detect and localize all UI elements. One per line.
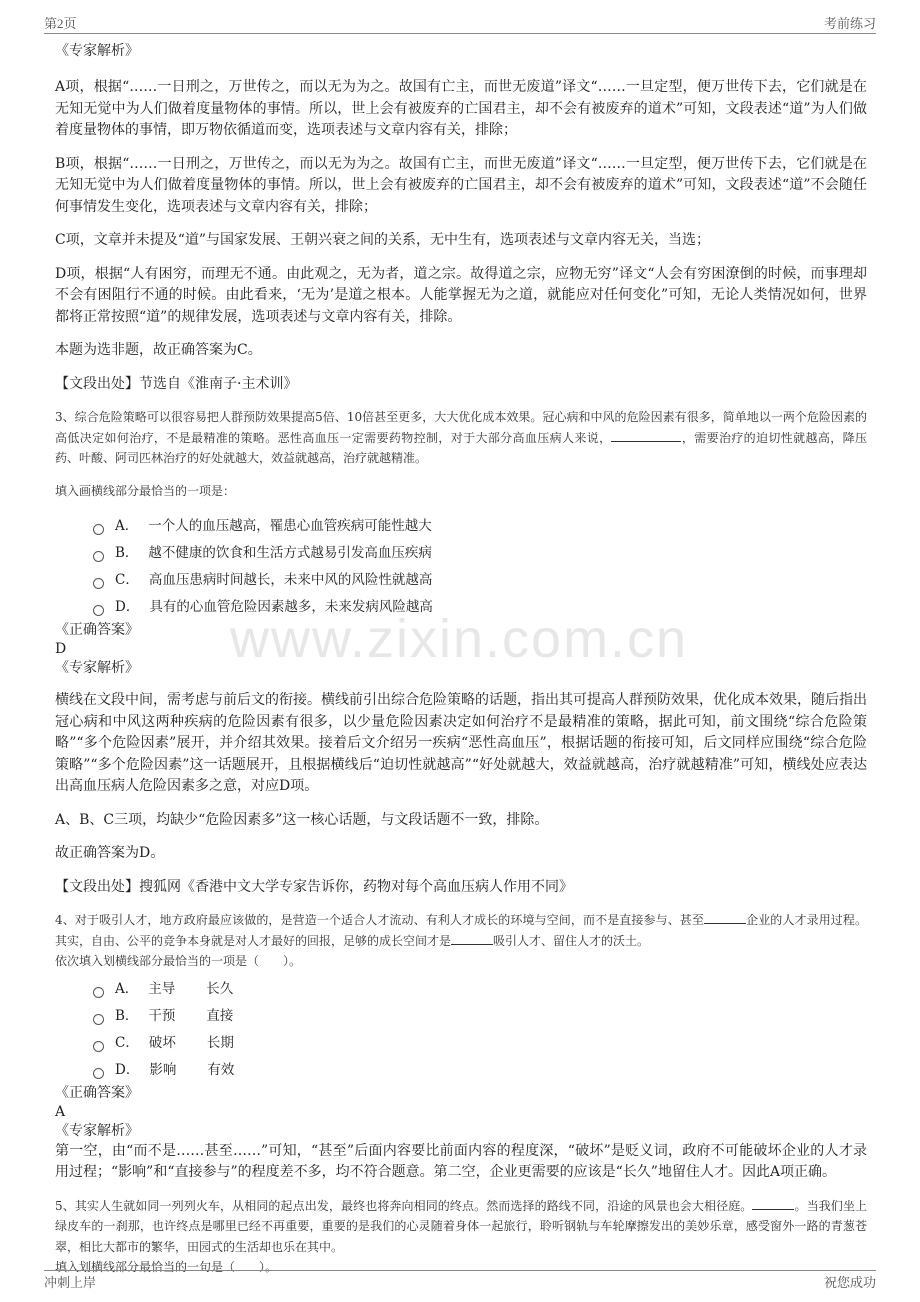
radio-icon[interactable]	[93, 524, 104, 535]
footer-left: 冲刺上岸	[44, 1275, 97, 1290]
radio-icon[interactable]	[93, 578, 104, 589]
source-citation: 【文段出处】节选自《淮南子·主术训》	[55, 375, 298, 392]
analysis-option-d: D项，根据“人有困穷，而理无不通。由此观之，无为者，道之宗。故得道之宗，应物无穷”译文“人会有穷困潦倒的时候，而事理却不会有困阻行不通的时候。由此看来，‘无为’是道之根本。人能掌握无为之道，就能应对任何变化”可知，无论人类情况如何，世界都将正常按照“道”的规律发展，选项表述与文章内容有关，排除。	[55, 265, 867, 325]
question-4-analysis: 第一空，由“而不是……甚至……”可知，“甚至”后面内容要比前面内容的程度深，“破坏”是贬义词，政府不可能破坏企业的人才录用过程；“影响”和“直接参与”的程度差不多，均不符合题意。第二空，企业更需要的应该是“长久”地留住人才。因此A项正确。	[55, 1142, 867, 1180]
question-4-stem: 4、对于吸引人才，地方政府最应该做的，是营造一个适合人才流动、有利人才成长的环境与空间，而不是直接参与、甚至 企业的人才录用过程。其实，自由、公平的竞争本身就是对人才最好的回报，足够的成长空间才是 吸引人才、留住人才的沃土。	[55, 913, 867, 948]
analysis-option-a: A项，根据“……一日刑之，万世传之，而以无为为之。故国有亡主，而世无废道”译文“……一旦定型，便万世传下去，它们就是在无知无觉中为人们做着度量物体的事情。所以，世上会有被废弃的亡国君主，却不会有被废弃的道术”可知，文段表述“道”为人们做着度量物体的事情，即万物依循道而变，选项表述与文章内容有关，排除；	[55, 79, 867, 138]
expert-analysis-label: 《专家解析》	[55, 43, 139, 59]
radio-icon[interactable]	[93, 1068, 104, 1079]
source-citation: 【文段出处】搜狐网《香港中文大学专家告诉你，药物对每个高血压病人作用不同》	[55, 878, 573, 895]
analysis-option-b: B项，根据“……一日刑之，万世传之，而以无为为之。故国有亡主，而世无废道”译文“……一旦定型，便万世传下去，它们就是在无知无觉中为人们做着度量物体的事情。所以，世上会有被废弃的亡国君主，却不会有被废弃的道术”可知，文段表述“道”不会随任何事情发生变化，选项表述与文章内容有关，排除；	[55, 155, 867, 215]
option-b[interactable]: B． 越不健康的饮食和生活方式越易引发高血压疾病	[93, 540, 867, 567]
question-3-options	[93, 513, 867, 621]
answer-blank	[451, 934, 493, 945]
question-3-prompt: 填入画横线部分最恰当的一项是：	[55, 483, 236, 498]
option-c[interactable]: C． 破坏 长期	[93, 1030, 867, 1057]
answer-blank	[611, 429, 681, 442]
option-b[interactable]: B． 干预 直接	[93, 1003, 867, 1030]
option-a[interactable]: A． 主导 长久	[93, 976, 867, 1003]
analysis-option-c: C项，文章并未提及“道”与国家发展、王朝兴衰之间的关系，无中生有，选项表述与文章内容无关，当选；	[55, 232, 711, 248]
question-5-prompt: 填入划横线部分最恰当的一句是（ ）。	[55, 1260, 278, 1274]
radio-icon[interactable]	[93, 551, 104, 562]
option-c[interactable]: C． 高血压患病时间越长，未来中风的风险性就越高	[93, 567, 867, 594]
document-body	[55, 42, 867, 1278]
question-3-stem: 3、综合危险策略可以很容易把人群预防效果提高5倍、10倍甚至更多，大大优化成本效果。冠心病和中风的危险因素有很多，简单地以一两个危险因素的高低决定如何治疗，不是最精准的策略。恶性高血压一定需要药物控制，对于大部分高血压病人来说， ，需要治疗的迫切性就越高，降压药、叶酸、阿司匹林治疗的好处就越大，效益就越高，治疗就越精准。	[55, 410, 867, 465]
radio-icon[interactable]	[93, 987, 104, 998]
option-d[interactable]: D． 具有的心血管危险因素越多，未来发病风险越高	[93, 594, 867, 621]
question-5-stem: 5、其实人生就如同一列列火车，从相同的起点出发，最终也将奔向相同的终点。然而选择的路线不同，沿途的风景也会大相径庭。 。当我们坐上绿皮车的一刹那，也许终点是哪里已经不再重要，重要的是我们的心灵随着身体一起旅行，聆听钢轨与车轮摩擦发出的美妙乐章，感受窗外一路的青葱苍翠，相比大都市的繁华，田园式的生活却也乐在其中。	[55, 1198, 867, 1254]
expert-analysis-label: 《专家解析》	[55, 1122, 139, 1139]
header-title: 考前练习	[823, 16, 876, 31]
footer-right: 祝您成功	[823, 1275, 876, 1290]
watermark: www.zixin.com.cn	[230, 609, 689, 669]
question-4-prompt: 依次填入划横线部分最恰当的一项是（ ）。	[55, 954, 302, 968]
radio-icon[interactable]	[93, 605, 104, 616]
expert-analysis-label: 《专家解析》	[55, 660, 139, 676]
question-3-abc-analysis: A、B、C三项，均缺少“危险因素多”这一核心话题，与文段话题不一致，排除。	[55, 811, 549, 828]
header-page-number: 第2页	[44, 16, 77, 31]
question-3-analysis: 横线在文段中间，需考虑与前后文的衔接。横线前引出综合危险策略的话题，指出其可提高人群预防效果，优化成本效果，随后指出冠心病和中风这两种疾病的危险因素有很多，以少量危险因素决定如何治疗不是最精准的策略，据此可知，前文围绕“综合危险策略”“多个危险因素”展开，并介绍其效果。接着后文介绍另一疾病“恶性高血压”，根据话题的衔接可知，后文同样应围绕“综合危险策略”“多个危险因素”这一话题展开，且根据横线后“迫切性就越高”“好处就越大，效益就越高，治疗就越精准”可知，横线处应表达出高血压病人危险因素多之意，对应D项。	[55, 692, 867, 794]
radio-icon[interactable]	[93, 1041, 104, 1052]
answer-conclusion: 本题为选非题，故正确答案为C。	[55, 342, 262, 358]
option-d[interactable]: D． 影响 有效	[93, 1057, 867, 1084]
correct-answer-label: 《正确答案》	[55, 1084, 139, 1101]
answer-conclusion: 故正确答案为D。	[55, 845, 165, 861]
correct-answer-label: 《正确答案》	[55, 622, 139, 638]
correct-answer: D	[55, 641, 67, 657]
radio-icon[interactable]	[93, 1014, 104, 1025]
footer-divider	[44, 1270, 876, 1271]
answer-blank	[704, 913, 746, 924]
option-a[interactable]: A． 一个人的血压越高，罹患心血管疾病可能性越大	[93, 513, 867, 540]
header-divider	[44, 33, 876, 34]
question-4-options	[93, 976, 867, 1084]
answer-blank	[752, 1199, 794, 1210]
correct-answer: A	[55, 1103, 66, 1120]
